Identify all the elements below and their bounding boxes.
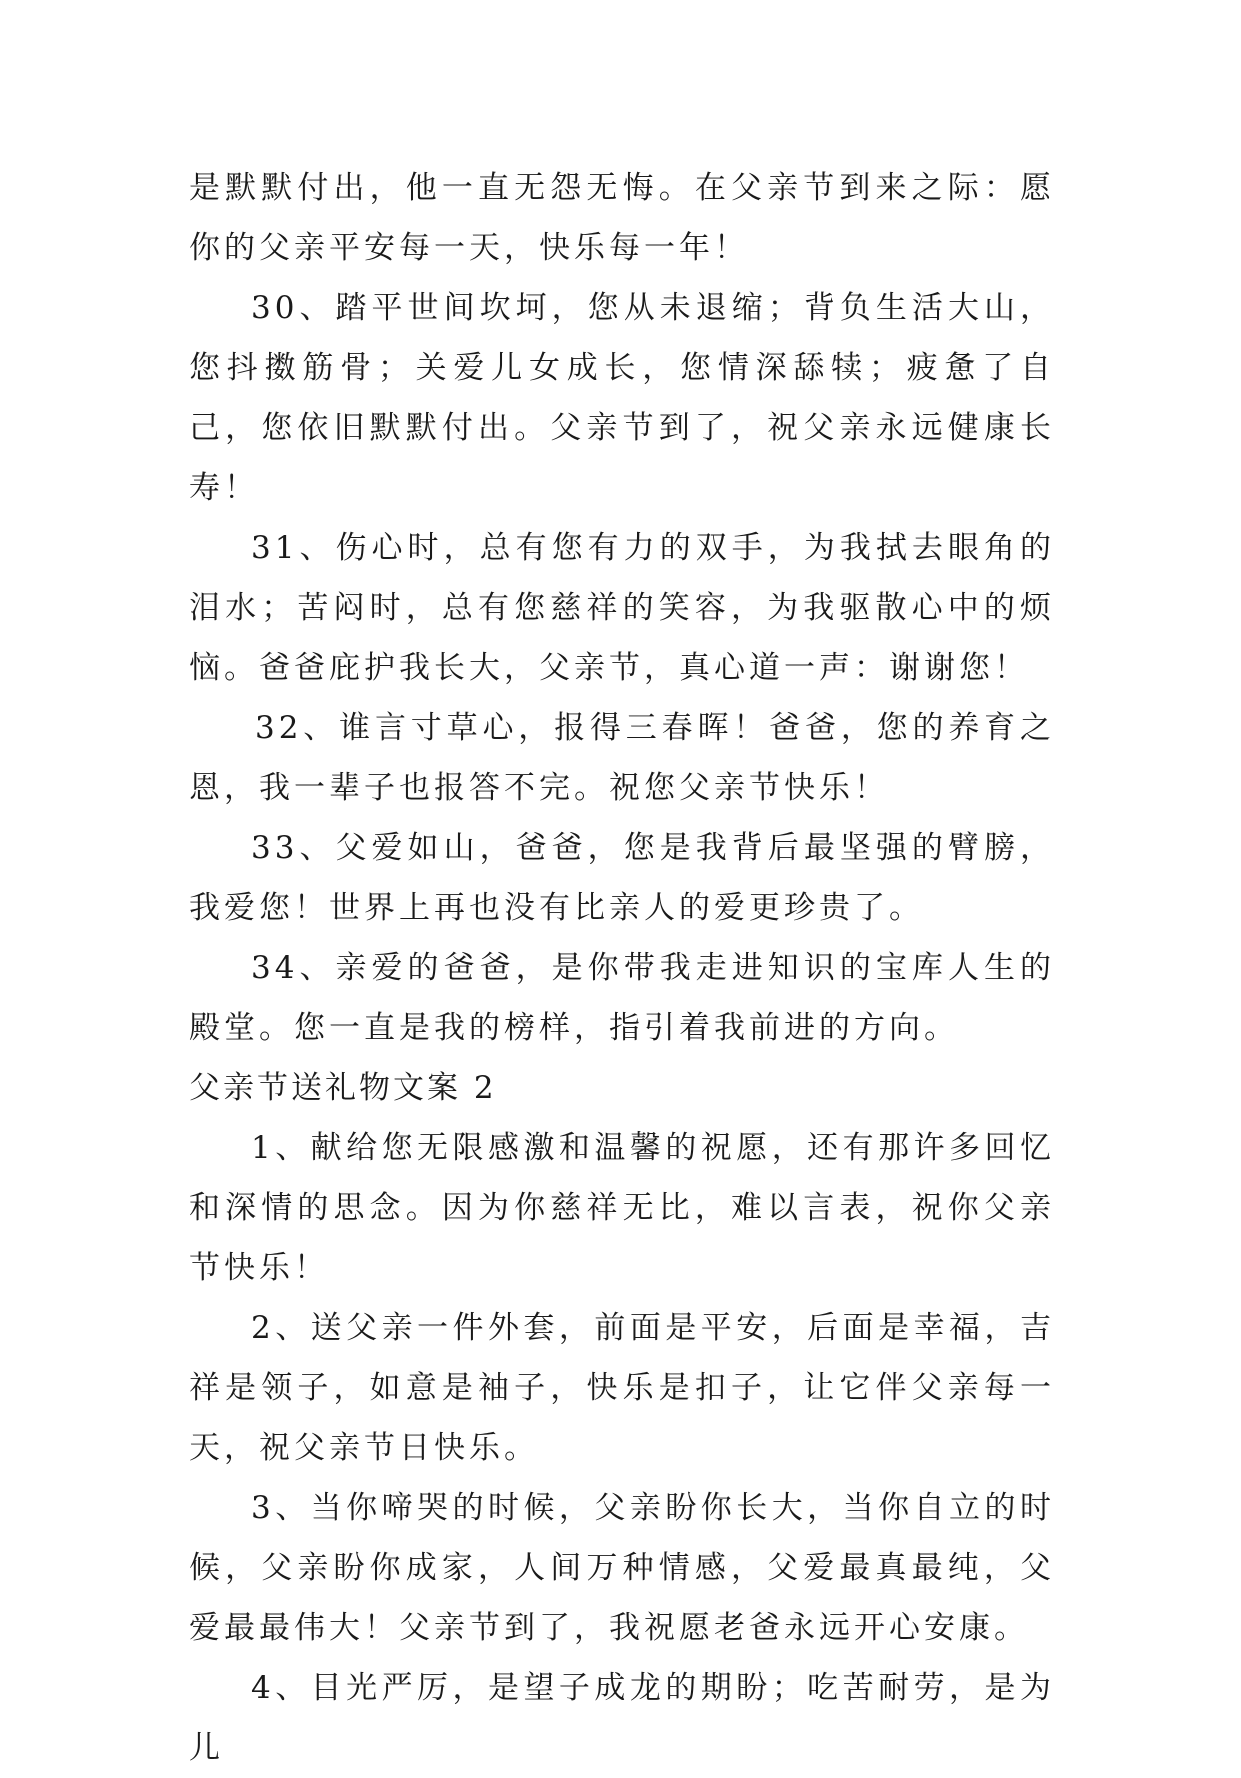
- paragraph-item-30: 30、踏平世间坎坷，您从未退缩；背负生活大山，您抖擞筋骨；关爱儿女成长，您情深舔犊；疲惫了自己，您依旧默默付出。父亲节到了，祝父亲永远健康长寿！: [189, 290, 1055, 506]
- paragraph-item-2: 2、送父亲一件外套，前面是平安，后面是幸福，吉祥是领子，如意是袖子，快乐是扣子，让它伴父亲每一天，祝父亲节日快乐。: [189, 1310, 1055, 1466]
- paragraph-item-32: 32、谁言寸草心，报得三春晖！爸爸，您的养育之恩，我一辈子也报答不完。祝您父亲节快乐！: [189, 710, 1055, 806]
- section-heading: 父亲节送礼物文案 2: [189, 1070, 497, 1106]
- document-body: [189, 158, 1055, 1778]
- paragraph-item-31: 31、伤心时，总有您有力的双手，为我拭去眼角的泪水；苦闷时，总有您慈祥的笑容，为我驱散心中的烦恼。爸爸庇护我长大，父亲节，真心道一声：谢谢您！: [189, 530, 1055, 686]
- paragraph-item-33: 33、父爱如山，爸爸，您是我背后最坚强的臂膀，我爱您！世界上再也没有比亲人的爱更珍贵了。: [189, 830, 1055, 926]
- paragraph-item-4: 4、目光严厉，是望子成龙的期盼；吃苦耐劳，是为儿: [189, 1670, 1055, 1766]
- paragraph-continuation: 是默默付出，他一直无怨无悔。在父亲节到来之际：愿你的父亲平安每一天，快乐每一年！: [189, 170, 1055, 266]
- paragraph-item-3: 3、当你啼哭的时候，父亲盼你长大，当你自立的时候，父亲盼你成家，人间万种情感，父爱最真最纯，父爱最最伟大！父亲节到了，我祝愿老爸永远开心安康。: [189, 1490, 1055, 1646]
- paragraph-item-1: 1、献给您无限感激和温馨的祝愿，还有那许多回忆和深情的思念。因为你慈祥无比，难以言表，祝你父亲节快乐！: [189, 1130, 1055, 1286]
- paragraph-item-34: 34、亲爱的爸爸，是你带我走进知识的宝库人生的殿堂。您一直是我的榜样，指引着我前进的方向。: [189, 950, 1055, 1046]
